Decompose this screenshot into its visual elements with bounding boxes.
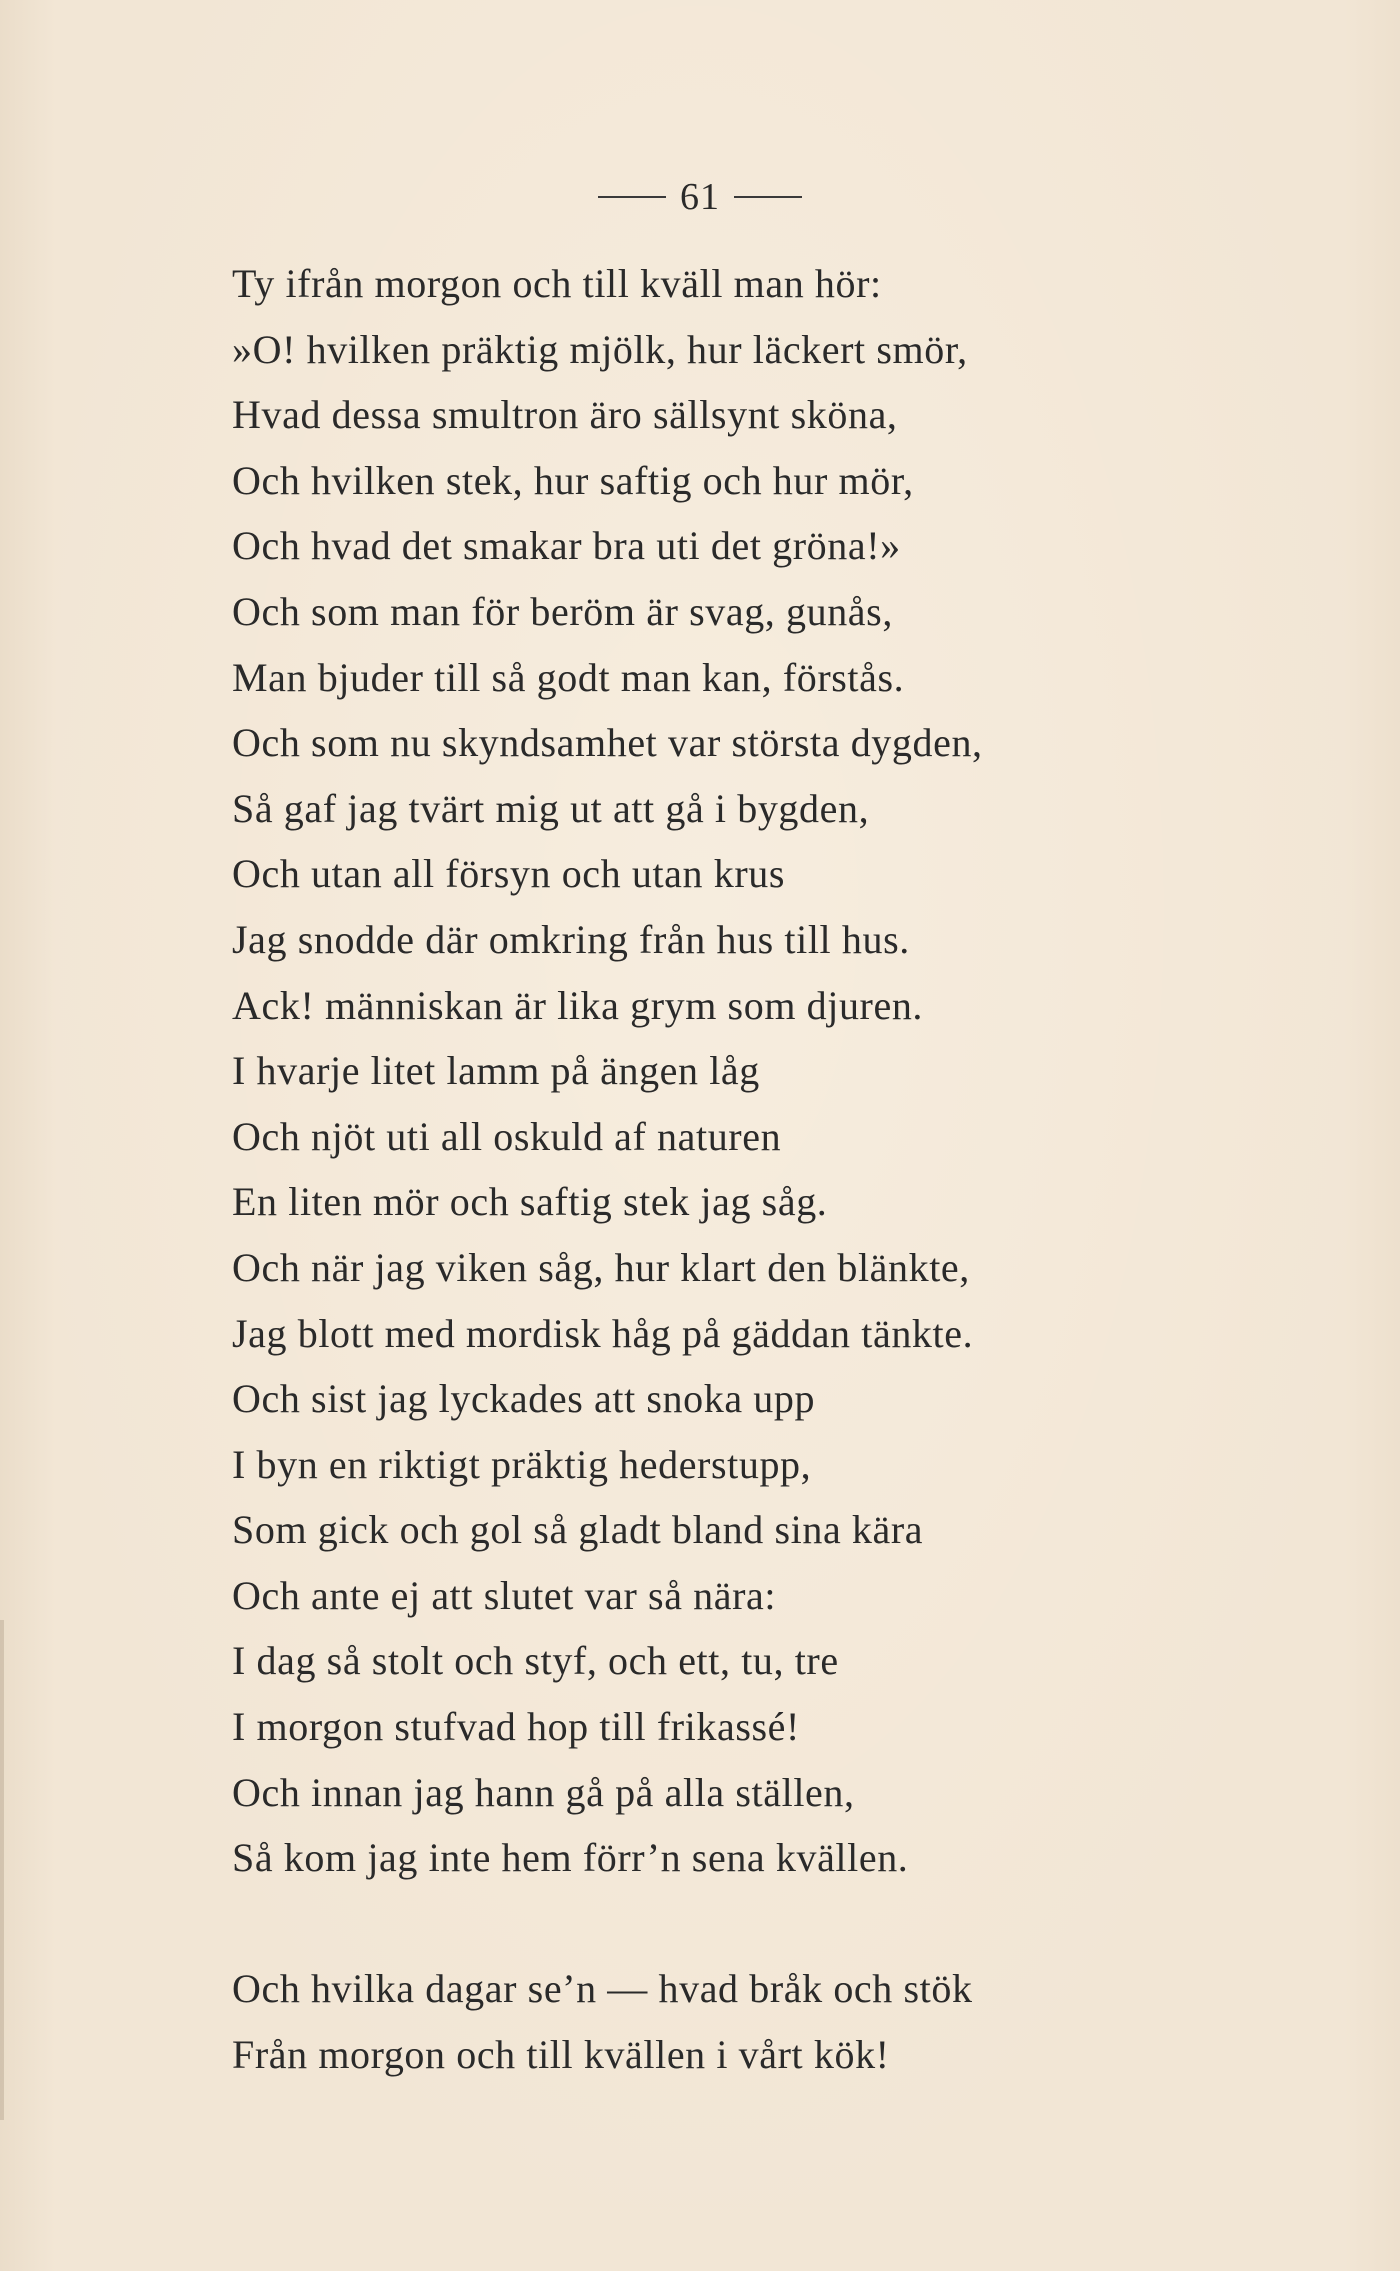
poem-line: Så gaf jag tvärt mig ut att gå i bygden, — [232, 785, 870, 831]
poem-line: Och som man för beröm är svag, gunås, — [232, 588, 893, 634]
poem-line: Och sist jag lyckades att snoka upp — [232, 1376, 816, 1422]
poem-line: Och innan jag hann gå på alla ställen, — [232, 1769, 855, 1815]
poem-line: Och som nu skyndsamhet var största dygden, — [232, 720, 983, 766]
page-number: 61 — [680, 176, 720, 218]
poem-line: Man bjuder till så godt man kan, förstås. — [232, 654, 905, 700]
poem-stanza-1 — [232, 251, 1362, 1891]
poem-line: Som gick och gol så gladt bland sina kära — [232, 1507, 924, 1553]
poem-line: Jag blott med mordisk håg på gäddan tänkte. — [232, 1310, 974, 1356]
poem-line: Och utan all försyn och utan krus — [232, 851, 786, 897]
poem-line: Och hvad det smakar bra uti det gröna!» — [232, 523, 901, 569]
poem-line: Ty ifrån morgon och till kväll man hör: — [232, 261, 882, 306]
poem-line: I morgon stufvad hop till frikassé! — [232, 1704, 800, 1750]
poem-line: Hvad dessa smultron äro sällsynt sköna, — [232, 392, 898, 438]
poem-line: Och hvilka dagar se’n — hvad bråk och stök — [232, 1966, 973, 2011]
page-header — [0, 172, 1400, 222]
poem-line: Från morgon och till kvällen i vårt kök! — [232, 2031, 890, 2077]
poem-line: I dag så stolt och styf, och ett, tu, tre — [232, 1638, 839, 1684]
header-rule-left — [598, 196, 666, 198]
poem-line: »O! hvilken präktig mjölk, hur läckert smör, — [232, 326, 968, 372]
poem-line: Så kom jag inte hem förr’n sena kvällen. — [232, 1835, 909, 1881]
poem-line: Ack! människan är lika grym som djuren. — [232, 982, 924, 1028]
poem-line: Och njöt uti all oskuld af naturen — [232, 1113, 782, 1159]
poem-line: I byn en riktigt präktig hederstupp, — [232, 1441, 812, 1487]
poem-line: I hvarje litet lamm på ängen låg — [232, 1048, 760, 1094]
poem-line: Och när jag viken såg, hur klart den blänkte, — [232, 1244, 970, 1290]
poem-stanza-2 — [232, 1956, 1362, 2087]
header-rule-right — [734, 196, 802, 198]
page-edge-shadow — [0, 1620, 4, 2120]
poem-line: En liten mör och saftig stek jag såg. — [232, 1179, 828, 1225]
poem-line: Och ante ej att slutet var så nära: — [232, 1572, 777, 1618]
poem-line: Och hvilken stek, hur saftig och hur mör, — [232, 457, 914, 503]
poem-line: Jag snodde där omkring från hus till hus. — [232, 916, 910, 962]
